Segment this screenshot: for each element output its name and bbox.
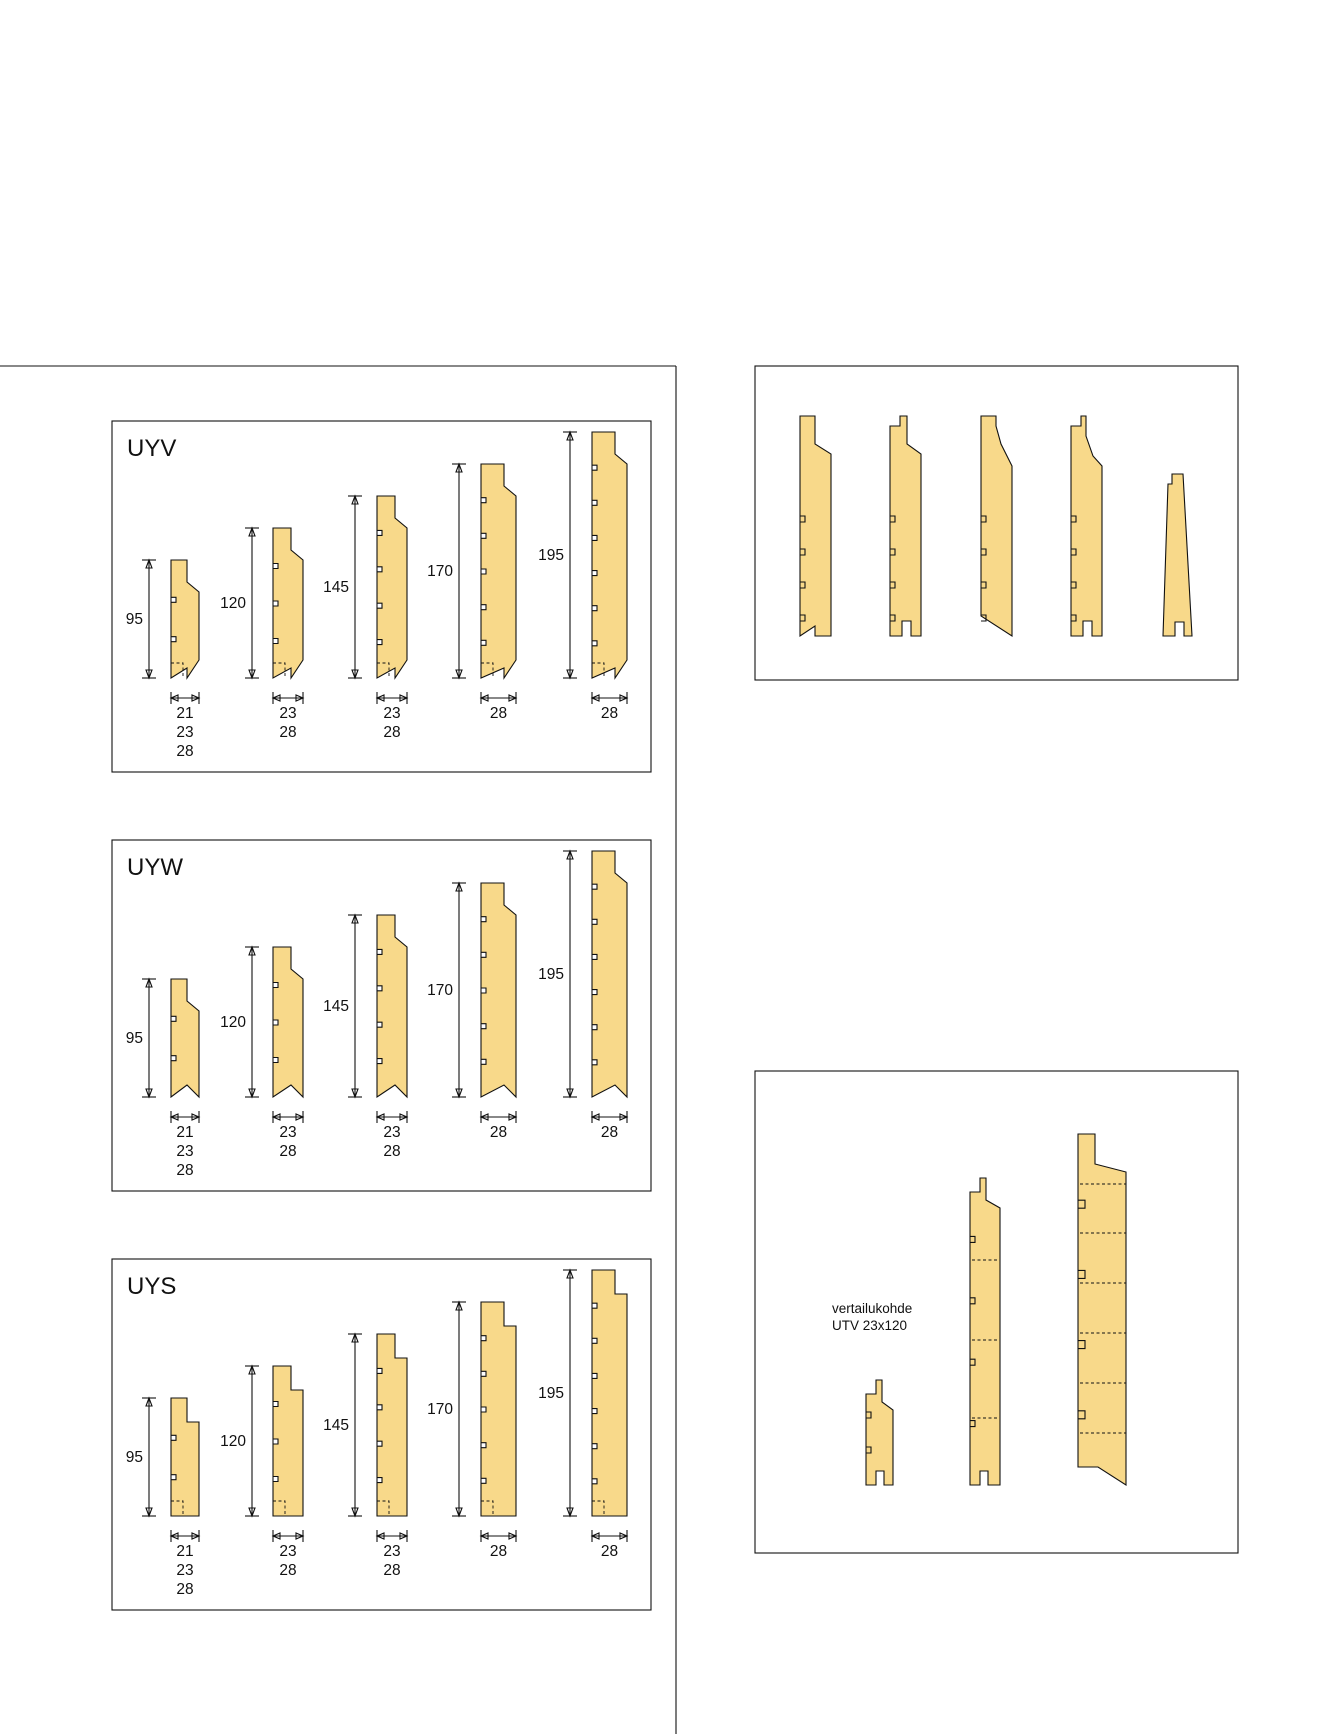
width-value: 23: [383, 1543, 401, 1560]
height-value: 120: [220, 595, 246, 612]
profile-shape-bevel-tongue: [890, 416, 921, 636]
width-value: 28: [489, 1543, 508, 1560]
board-profile-170: [481, 1302, 516, 1516]
width-value: 21: [176, 705, 194, 722]
height-value: 170: [427, 1401, 453, 1418]
board-profile-195: [592, 851, 627, 1097]
width-value: 28: [176, 743, 194, 760]
width-value: 23: [279, 1124, 297, 1141]
height-value: 170: [427, 563, 453, 580]
profile-shape-bevel-stepped: [800, 416, 831, 636]
board-profile-145: [377, 915, 407, 1097]
width-value: 28: [279, 1143, 297, 1160]
panel-uys: [112, 1259, 651, 1610]
width-value: 21: [176, 1543, 194, 1560]
board-profile-170: [481, 883, 516, 1097]
height-value: 120: [220, 1433, 246, 1450]
width-value: 28: [279, 1562, 297, 1579]
width-value: 28: [600, 705, 619, 722]
height-value: 145: [323, 998, 349, 1015]
width-value: 28: [383, 724, 401, 741]
height-value: 145: [323, 579, 349, 596]
height-value: 170: [427, 982, 453, 999]
reference-label-line1: vertailukohde: [832, 1301, 913, 1316]
height-value: 95: [125, 1449, 143, 1466]
profile-shape-curved-tongue: [1071, 416, 1102, 636]
panel-title: UYV: [127, 435, 177, 462]
panel-uyv: [112, 421, 651, 772]
board-profile-95: [171, 979, 199, 1097]
width-value: 23: [176, 1562, 194, 1579]
board-profile-145: [377, 1334, 407, 1516]
profile-shape-curved-stepped: [981, 416, 1012, 636]
reference-label-line2: UTV 23x120: [832, 1318, 908, 1333]
panel-uyw: [112, 840, 651, 1191]
panel-title: UYW: [127, 854, 183, 881]
board-profile-195: [592, 432, 627, 678]
height-value: 195: [538, 547, 564, 564]
board-profile-170: [481, 464, 516, 678]
width-value: 28: [600, 1124, 619, 1141]
height-value: 145: [323, 1417, 349, 1434]
height-value: 95: [125, 611, 143, 628]
board-profile-95: [171, 560, 199, 678]
height-value: 120: [220, 1014, 246, 1031]
reference-board-utv: [866, 1380, 893, 1485]
width-value: 28: [176, 1581, 194, 1598]
medium-board: [970, 1178, 1000, 1485]
width-value: 28: [383, 1143, 401, 1160]
height-value: 195: [538, 1385, 564, 1402]
width-value: 28: [279, 724, 297, 741]
width-value: 23: [383, 705, 401, 722]
profile-shape-tapered: [1163, 474, 1192, 636]
width-value: 28: [176, 1162, 194, 1179]
panel-title: UYS: [127, 1273, 177, 1300]
width-value: 23: [176, 1143, 194, 1160]
height-value: 195: [538, 966, 564, 983]
board-profile-120: [273, 1366, 303, 1516]
board-profile-195: [592, 1270, 627, 1516]
width-value: 23: [176, 724, 194, 741]
width-value: 21: [176, 1124, 194, 1141]
width-value: 23: [279, 1543, 297, 1560]
height-value: 95: [125, 1030, 143, 1047]
board-profile-120: [273, 947, 303, 1097]
board-profile-145: [377, 496, 407, 678]
width-value: 28: [489, 1124, 508, 1141]
width-value: 23: [383, 1124, 401, 1141]
width-value: 28: [383, 1562, 401, 1579]
width-value: 28: [600, 1543, 619, 1560]
wide-board: [1078, 1134, 1126, 1485]
board-profile-120: [273, 528, 303, 678]
width-value: 28: [489, 705, 508, 722]
width-value: 23: [279, 705, 297, 722]
board-profile-95: [171, 1398, 199, 1516]
